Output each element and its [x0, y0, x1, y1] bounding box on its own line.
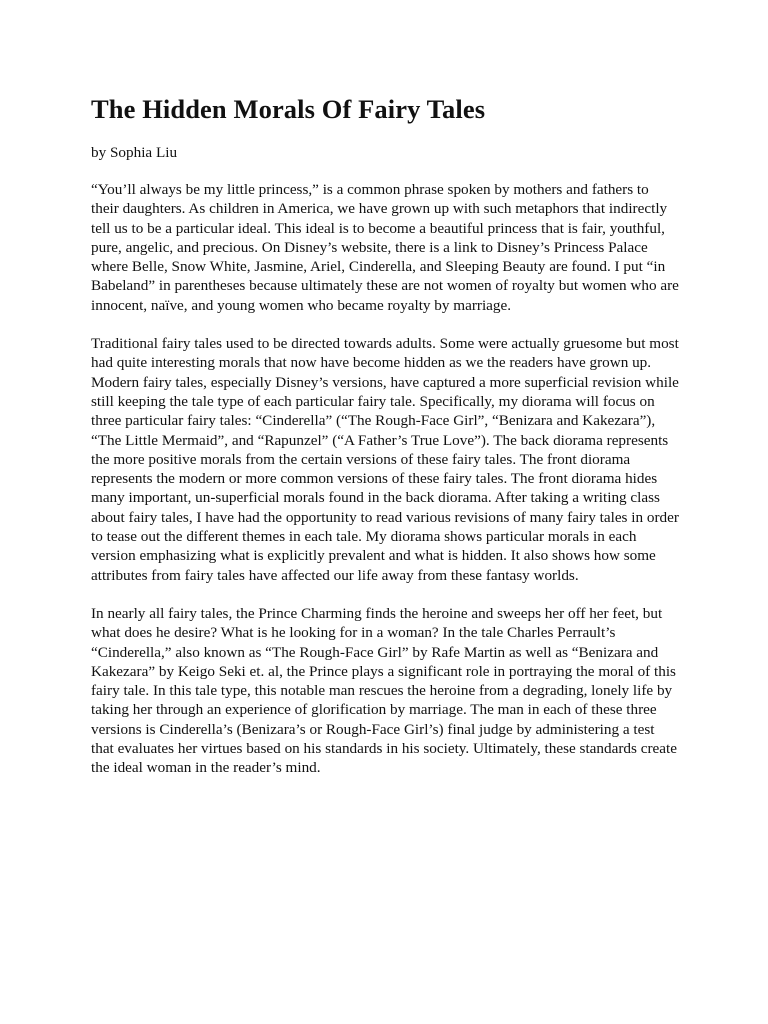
author-byline: by Sophia Liu [91, 144, 178, 161]
document-title: The Hidden Morals Of Fairy Tales [91, 94, 486, 124]
document-page [91, 92, 679, 778]
paragraph-3: In nearly all fairy tales, the Prince Charming finds the heroine and sweeps her off her feet, but what does he desire? What is he looking for in a woman? In the tale Charles Perrault’s “Cinderella,” also known as “The Rough-Face Girl” by Rafe Martin as well as “Benizara and Kakezara” by Keigo Seki et. al, the Prince plays a significant role in portraying the moral of this fairy tale. In this tale type, this notable man rescues the heroine from a degrading, lonely life by taking her through an experience of glorification by marriage. The man in each of these three versions is Cinderella’s (Benizara’s or Rough-Face Girl’s) final judge by administering a test that evaluates her virtues based on his standards in his society. Ultimately, these standards create the ideal woman in the reader’s mind. [91, 604, 677, 777]
paragraph-1: “You’ll always be my little princess,” is a common phrase spoken by mothers and fathers to their daughters. As children in America, we have grown up with such metaphors that indirectly tell us to be a particular ideal. This ideal is to become a beautiful princess that is fair, youthful, pure, angelic, and precious. On Disney’s website, there is a link to Disney’s Princess Palace where Belle, Snow White, Jasmine, Ariel, Cinderella, and Sleeping Beauty are found. I put “in Babeland” in parentheses because ultimately these are not women of royalty but women who are innocent, naïve, and young women who became royalty by marriage. [91, 181, 679, 314]
paragraph-2: Traditional fairy tales used to be directed towards adults. Some were actually gruesome but most had quite interesting morals that now have become hidden as we the readers have grown up. Modern fairy tales, especially Disney’s versions, have captured a more superficial revision while still keeping the tale type of each particular fairy tale. Specifically, my diorama will focus on three particular fairy tales: “Cinderella” (“The Rough-Face Girl”, “Benizara and Kakezara”), “The Little Mermaid”, and “Rapunzel” (“A Father’s True Love”). The back diorama represents the more positive morals from the certain versions of these fairy tales. The front diorama represents the modern or more common versions of these fairy tales. The front diorama hides many important, un-superficial morals found in the back diorama. After taking a writing class about fairy tales, I have had the opportunity to read various revisions of many fairy tales in order to tease out the different themes in each tale. My diorama shows particular morals in each version emphasizing what is explicitly prevalent and what is hidden. It also shows how some attributes from fairy tales have affected our life away from these fantasy worlds. [91, 335, 679, 584]
